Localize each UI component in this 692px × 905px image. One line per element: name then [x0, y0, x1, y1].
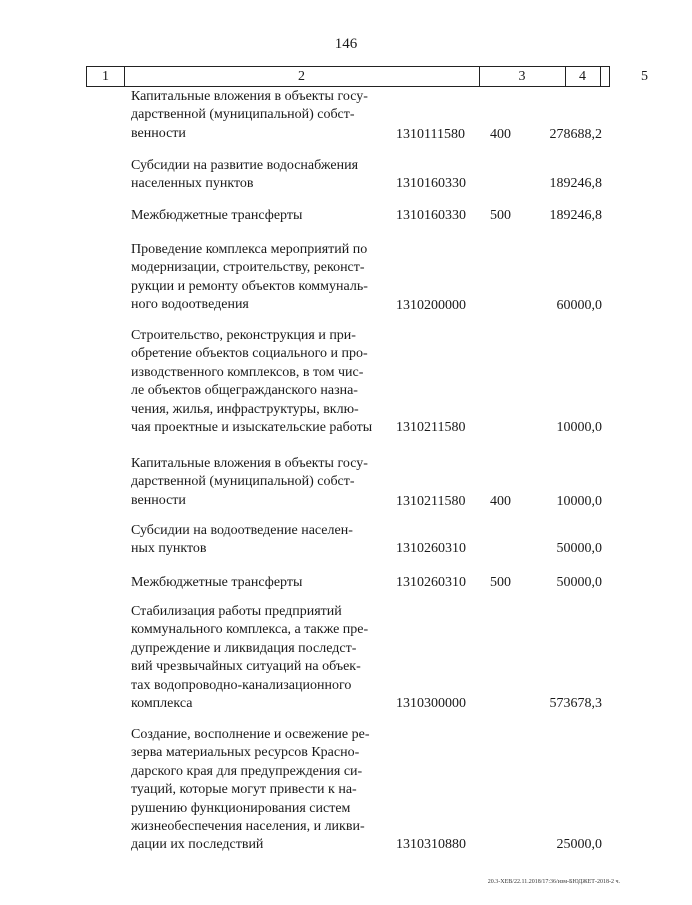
column-number-5: 5 — [641, 69, 648, 84]
column-number-3: 3 — [479, 67, 566, 86]
row-name: Межбюджетные трансферты — [131, 208, 303, 223]
row-expense-type: 500 — [490, 207, 511, 223]
row-name: Капитальные вложения в объекты госу- дарственной (муниципальной) собст- венности — [131, 456, 368, 508]
row-name: Субсидии на развитие водоснабжения населенных пунктов — [131, 158, 359, 192]
table-row — [0, 522, 640, 558]
row-amount: 10000,0 — [556, 419, 602, 435]
table-row — [0, 726, 640, 854]
row-amount: 50000,0 — [556, 540, 602, 556]
row-target-code: 1310160330 — [396, 175, 466, 191]
table-row — [0, 603, 640, 713]
row-amount: 50000,0 — [556, 574, 602, 590]
row-target-code: 1310260310 — [396, 540, 466, 556]
table-row — [0, 241, 640, 315]
column-number-4: 4 — [565, 67, 601, 86]
page-number: 146 — [334, 36, 358, 52]
row-amount: 573678,3 — [549, 695, 602, 711]
row-target-code: 1310211580 — [396, 493, 466, 509]
row-name: Субсидии на водоотведение населен- ных пунктов — [131, 523, 353, 557]
table-row — [0, 88, 640, 144]
row-target-code: 1310111580 — [396, 126, 465, 142]
row-amount: 10000,0 — [556, 493, 602, 509]
row-name: Создание, восполнение и освежение ре- зерва материальных ресурсов Красно- дарского края для предупреждения си- туаций, которые могут привести к на- рушению функционирования систем жизнеобеспечения населения, и ликви- дации их последствий — [131, 727, 370, 853]
table-row — [0, 455, 640, 511]
row-name: Стабилизация работы предприятий коммунального комплекса, а также пре- дупреждение и ликвидация последст- вий чрезвычайных ситуаций на объек- тах водопроводно-канализационного комплекса — [131, 604, 369, 712]
row-name: Проведение комплекса мероприятий по модернизации, строительству, реконст- рукции и ремонту объектов коммуналь- ного водоотведения — [131, 242, 368, 313]
row-name: Капитальные вложения в объекты госу- дарственной (муниципальной) собст- венности — [131, 89, 368, 141]
table-row — [0, 207, 640, 225]
row-name: Строительство, реконструкция и при- обретение объектов социального и про- изводственного комплексов, в том чис- ле объектов общегражданского назна- чения, жилья, инфраструктуры, вклю- чая проектные и изыскательские работы — [131, 328, 373, 436]
row-amount: 278688,2 — [549, 126, 602, 142]
row-target-code: 1310310880 — [396, 836, 466, 852]
row-expense-type: 400 — [490, 493, 511, 509]
row-target-code: 1310211580 — [396, 419, 466, 435]
row-amount: 189246,8 — [549, 207, 602, 223]
footer-stamp: 20.3-ХЕВ/22.11.2018/17:36/изм-БЮДЖЕТ-2018-2 ч. — [487, 879, 620, 885]
table-row — [0, 327, 640, 437]
row-target-code: 1310300000 — [396, 695, 466, 711]
table-column-header — [86, 66, 648, 87]
table-row — [0, 157, 640, 193]
row-amount: 60000,0 — [556, 297, 602, 313]
row-target-code: 1310160330 — [396, 207, 466, 223]
table-row — [0, 574, 640, 592]
column-number-2: 2 — [124, 67, 480, 86]
row-name: Межбюджетные трансферты — [131, 575, 303, 590]
column-number-1: 1 — [87, 67, 125, 86]
row-expense-type: 400 — [490, 126, 511, 142]
row-amount: 25000,0 — [556, 836, 602, 852]
row-target-code: 1310260310 — [396, 574, 466, 590]
row-expense-type: 500 — [490, 574, 511, 590]
row-target-code: 1310200000 — [396, 297, 466, 313]
row-amount: 189246,8 — [549, 175, 602, 191]
